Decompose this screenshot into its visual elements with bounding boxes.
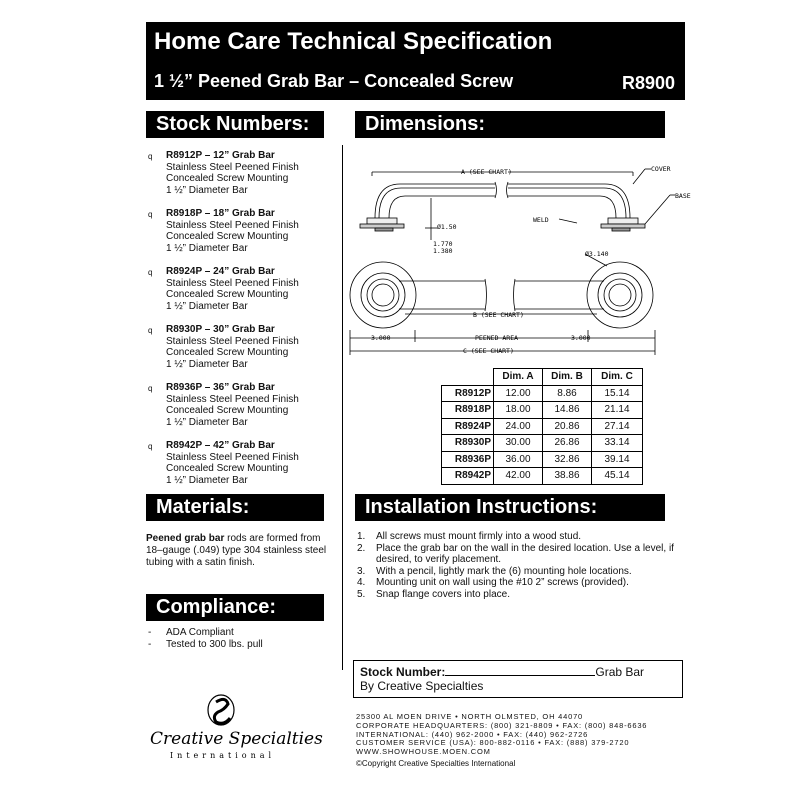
table-row (442, 451, 643, 468)
stock-item-diameter: 1 ½” Diameter Bar (166, 242, 248, 254)
cell-dim-a: 12.00 (494, 385, 543, 402)
cell-dim-b: 26.86 (543, 435, 592, 452)
page-title: Home Care Technical Specification (154, 28, 553, 55)
label-height-1: 1.770 (433, 240, 453, 248)
stock-item-finish: Stainless Steel Peened Finish (166, 277, 299, 289)
step-number: 4. (357, 577, 366, 588)
stock-number-box (353, 660, 683, 698)
column-header: Dim. B (543, 369, 592, 386)
list-item (357, 577, 687, 589)
row-model: R8912P (442, 385, 494, 402)
address-line: 25300 AL MOEN DRIVE • NORTH OLMSTED, OH 44070 (356, 712, 584, 721)
label-height-2: 1.380 (433, 247, 453, 255)
list-item (146, 266, 336, 324)
list-item (146, 324, 336, 382)
cell-dim-c: 27.14 (592, 418, 643, 435)
label-flange: Ø3.140 (585, 250, 609, 258)
label-right: 3.000 (571, 334, 591, 342)
stock-item-name: R8924P – 24” Grab Bar (166, 266, 275, 277)
step-text: With a pencil, lightly mark the (6) mounting hole locations. (376, 565, 632, 577)
dash-bullet: - (148, 639, 152, 650)
side-view (360, 169, 675, 240)
table-row (442, 402, 643, 419)
grab-bar-drawing (345, 150, 690, 362)
installation-list (357, 531, 687, 600)
row-model: R8936P (442, 451, 494, 468)
list-item (357, 543, 687, 566)
stock-item-mounting: Concealed Screw Mounting (166, 347, 289, 358)
list-item (146, 382, 336, 440)
cell-dim-a: 42.00 (494, 468, 543, 485)
stock-numbers-heading: Stock Numbers: (146, 111, 324, 138)
list-item (146, 440, 336, 498)
cell-dim-b: 8.86 (543, 385, 592, 402)
stock-item-mounting: Concealed Screw Mounting (166, 289, 289, 300)
drawing-labels (371, 165, 691, 355)
list-item (146, 627, 336, 639)
stock-item-name: R8936P – 36” Grab Bar (166, 382, 275, 393)
compliance-list (146, 627, 336, 651)
step-number: 5. (357, 588, 366, 600)
list-item (146, 150, 336, 208)
bullet-icon: q (148, 268, 153, 277)
table-header-row (442, 369, 643, 386)
label-a: A (SEE CHART) (461, 168, 512, 176)
step-number: 1. (357, 531, 366, 542)
row-model: R8930P (442, 435, 494, 452)
cell-dim-a: 36.00 (494, 451, 543, 468)
materials-heading: Materials: (146, 494, 324, 521)
label-diameter: Ø1.50 (437, 223, 457, 231)
stock-item-diameter: 1 ½” Diameter Bar (166, 300, 248, 312)
stock-item-finish: Stainless Steel Peened Finish (166, 451, 299, 463)
cell-dim-b: 14.86 (543, 402, 592, 419)
installation-heading: Installation Instructions: (355, 494, 665, 521)
compliance-item: ADA Compliant (166, 627, 234, 638)
cell-dim-c: 15.14 (592, 385, 643, 402)
stock-item-finish: Stainless Steel Peened Finish (166, 335, 299, 347)
row-model: R8942P (442, 468, 494, 485)
address-line: INTERNATIONAL: (440) 962-2000 • FAX: (440) 962-2726 (356, 729, 589, 739)
cell-dim-c: 45.14 (592, 468, 643, 485)
label-cover: COVER (651, 165, 671, 173)
table-row (442, 418, 643, 435)
column-header: Dim. C (592, 369, 643, 386)
table-corner (442, 369, 494, 386)
materials-body: rods are formed from 18–gauge (.049) type 304 stainless steel tubing with a satin finish. (146, 533, 327, 568)
stock-item-finish: Stainless Steel Peened Finish (166, 219, 299, 231)
step-text: All screws must mount firmly into a wood stud. (376, 531, 582, 542)
cell-dim-c: 33.14 (592, 435, 643, 452)
cell-dim-b: 38.86 (543, 468, 592, 485)
list-item (146, 639, 336, 651)
stock-item-name: R8912P – 12” Grab Bar (166, 150, 275, 161)
compliance-item: Tested to 300 lbs. pull (166, 639, 263, 650)
list-item (146, 208, 336, 266)
address-line: CORPORATE HEADQUARTERS: (800) 321-8809 • FAX: (800) 848-6636 (356, 720, 648, 730)
step-text: Mounting unit on wall using the #10 2” screws (provided). (376, 577, 629, 588)
cell-dim-a: 18.00 (494, 402, 543, 419)
stock-item-mounting: Concealed Screw Mounting (166, 231, 289, 242)
label-weld: WELD (533, 216, 549, 224)
company-address (356, 713, 647, 757)
bullet-icon: q (148, 384, 153, 393)
cell-dim-b: 32.86 (543, 451, 592, 468)
address-line: CUSTOMER SERVICE (USA): 800-882-0116 • FAX: (888) 379-2720 (356, 738, 630, 748)
page-header (146, 22, 685, 100)
stock-number-label: Stock Number: (360, 665, 446, 679)
label-base: BASE (675, 192, 691, 200)
cell-dim-a: 30.00 (494, 435, 543, 452)
stock-item-mounting: Concealed Screw Mounting (166, 405, 289, 416)
stock-number-suffix: Grab Bar (595, 665, 645, 679)
dimensions-table (441, 368, 643, 485)
row-model: R8924P (442, 418, 494, 435)
stock-item-name: R8942P – 42” Grab Bar (166, 440, 275, 451)
list-item (357, 531, 687, 543)
cell-dim-c: 39.14 (592, 451, 643, 468)
cell-dim-a: 24.00 (494, 418, 543, 435)
stock-list (146, 150, 336, 498)
step-text: Place the grab bar on the wall in the desired location. Use a level, if desired, to verify placement. (376, 542, 674, 565)
step-number: 2. (357, 542, 366, 554)
label-c: C (SEE CHART) (463, 347, 514, 355)
address-line: WWW.SHOWHOUSE.MOEN.COM (356, 747, 491, 757)
list-item (357, 566, 687, 578)
materials-text (146, 533, 336, 569)
stock-item-finish: Stainless Steel Peened Finish (166, 161, 299, 173)
step-number: 3. (357, 565, 366, 577)
step-text: Snap flange covers into place. (376, 588, 510, 600)
label-peened: PEENED AREA (475, 334, 519, 342)
table-row (442, 468, 643, 485)
cs-swirl-logo-icon (146, 692, 323, 762)
label-left: 3.000 (371, 334, 391, 342)
bullet-icon: q (148, 326, 153, 335)
copyright: ©Copyright Creative Specialties International (356, 759, 516, 768)
stock-item-name: R8918P – 18” Grab Bar (166, 208, 275, 219)
stock-item-diameter: 1 ½” Diameter Bar (166, 358, 248, 370)
stock-item-diameter: 1 ½” Diameter Bar (166, 416, 248, 428)
list-item (357, 589, 687, 601)
logo-sub: International (170, 751, 276, 760)
logo-name: Creative Specialties (150, 729, 323, 749)
label-b: B (SEE CHART) (473, 311, 524, 319)
cell-dim-c: 21.14 (592, 402, 643, 419)
bullet-icon: q (148, 442, 153, 451)
materials-bold: Peened grab bar (146, 533, 225, 544)
table-row (442, 435, 643, 452)
column-header: Dim. A (494, 369, 543, 386)
stock-number-blank (445, 665, 595, 676)
dash-bullet: - (148, 627, 152, 638)
dimensions-heading: Dimensions: (355, 111, 665, 138)
cell-dim-b: 20.86 (543, 418, 592, 435)
table-row (442, 385, 643, 402)
bullet-icon: q (148, 152, 153, 161)
row-model: R8918P (442, 402, 494, 419)
column-divider (342, 145, 343, 670)
stock-item-mounting: Concealed Screw Mounting (166, 173, 289, 184)
stock-item-diameter: 1 ½” Diameter Bar (166, 184, 248, 196)
stock-item-diameter: 1 ½” Diameter Bar (166, 474, 248, 486)
compliance-heading: Compliance: (146, 594, 324, 621)
stock-item-mounting: Concealed Screw Mounting (166, 463, 289, 474)
stock-number-by: By Creative Specialties (360, 679, 484, 693)
stock-item-finish: Stainless Steel Peened Finish (166, 393, 299, 405)
model-number: R8900 (621, 73, 675, 93)
stock-item-name: R8930P – 30” Grab Bar (166, 324, 275, 335)
bullet-icon: q (148, 210, 153, 219)
page-subtitle: 1 ½” Peened Grab Bar – Concealed Screw (154, 71, 514, 91)
